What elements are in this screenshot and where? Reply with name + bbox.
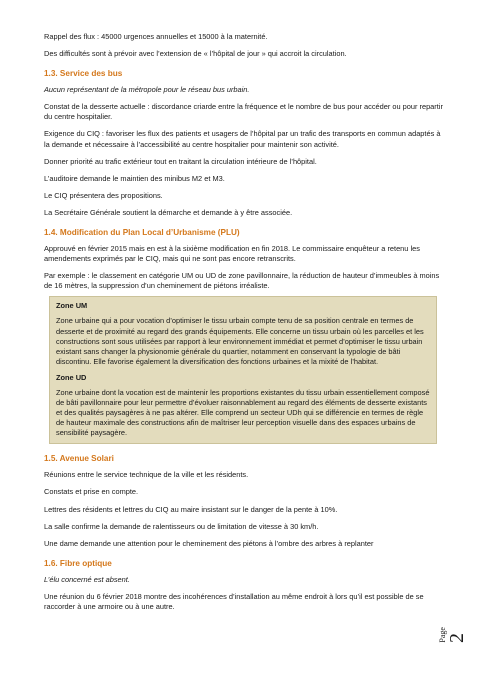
zone-ud-text: Zone urbaine dont la vocation est de maintenir les proportions existantes du tissu urbain essentiellement composé de bâti pavillonnaire pour leur permettre d’évoluer raisonnablement au regard des éléments de desserte existants et des qualités paysagères à ne pas altérer. Elle comprend un secteur UDh qui se différencie en termes de règle de hauteur maximale des constructions afin de maîtriser leur perception visuelle dans des espaces urbains de sensibilité paysagère. xyxy=(56,387,430,438)
bus-paragraph-2: Exigence du CIQ : favoriser les flux des patients et usagers de l’hôpital par un trafic des transports en commun adaptés à la demande et nécessaire à l’accessibilité au centre hospitalier pour maintenir son activité. xyxy=(44,129,441,149)
solari-paragraph-1: Réunions entre le service technique de la ville et les résidents. xyxy=(44,470,249,480)
document-page xyxy=(44,32,444,619)
intro-paragraph-2: Des difficultés sont à prévoir avec l’extension de « l’hôpital de jour » qui accroit la circulation. xyxy=(44,49,347,59)
page-number-value: 2 xyxy=(446,633,468,643)
page-number xyxy=(438,627,466,643)
section-heading-plu: 1.4. Modification du Plan Local d’Urbanisme (PLU) xyxy=(44,228,240,238)
bus-paragraph-5: Le CIQ présentera des propositions. xyxy=(44,190,163,200)
bus-paragraph-4: L’auditoire demande le maintien des minibus M2 et M3. xyxy=(44,173,225,183)
zone-um-text: Zone urbaine qui a pour vocation d’optimiser le tissu urbain compte tenu de sa position centrale en termes de desserte et de proximité au regard des grands équipements. Elle concerne un tissu urbain où les parcelles et les constructions sont sous utilisées par rapport à leur environnement immédiat et permet d’optimiser le tissu urbain existant sans changer la physionomie générale du quartier, notamment en conservant la typologie de bâti discontinu. Elle favorise également la diversification des fonctions urbaines et la mixité de l’habitat. xyxy=(56,316,424,366)
solari-paragraph-2: Constats et prise en compte. xyxy=(44,487,139,497)
plu-paragraph-2: Par exemple : le classement en catégorie UM ou UD de zone pavillonnaire, la réduction de hauteur d’immeubles à moins de 16 mètres, la suppression d’un cheminement de piétons irréaliste. xyxy=(44,271,440,291)
zone-ud-title: Zone UD xyxy=(56,372,87,382)
solari-paragraph-4: La salle confirme la demande de ralentisseurs ou de limitation de vitesse à 30 km/h. xyxy=(44,521,319,531)
intro-paragraph-1: Rappel des flux : 45000 urgences annuelles et 15000 à la maternité. xyxy=(44,32,268,41)
solari-paragraph-3: Lettres des résidents et lettres du CIQ au maire insistant sur le danger de la pente à 10%. xyxy=(44,504,338,514)
bus-paragraph-3: Donner priorité au trafic extérieur tout en traitant la circulation intérieure de l’hôpital. xyxy=(44,156,317,166)
bus-paragraph-6: La Secrétaire Générale soutient la démarche et demande à y être associée. xyxy=(44,207,293,217)
bus-note: Aucun représentant de la métropole pour le réseau bus urbain. xyxy=(44,85,250,95)
page-label: Page xyxy=(438,627,447,643)
section-heading-solari: 1.5. Avenue Solari xyxy=(44,454,114,464)
section-heading-fibre: 1.6. Fibre optique xyxy=(44,558,112,568)
section-heading-bus: 1.3. Service des bus xyxy=(44,69,123,79)
bus-paragraph-1: Constat de la desserte actuelle : discordance criarde entre la fréquence et le nombre de bus pour accéder ou pour repartir du centre hospitalier. xyxy=(44,102,443,122)
solari-paragraph-5: Une dame demande une attention pour le cheminement des piétons à l’ombre des arbres à replanter xyxy=(44,538,374,548)
zone-um-title: Zone UM xyxy=(56,301,88,311)
plu-paragraph-1: Approuvé en février 2015 mais en est à la sixième modification en fin 2018. Le commissaire enquêteur a retenu les amendements exprimés par le CIQ, mais qui ne sont pas encore retranscrits. xyxy=(44,244,420,264)
zone-definitions-box xyxy=(49,296,437,444)
fibre-note: L’élu concerné est absent. xyxy=(44,574,130,584)
fibre-paragraph-1: Une réunion du 6 février 2018 montre des incohérences d’installation au même endroit à lors qu’il est possible de se raccorder à une armoire ou à une autre. xyxy=(44,591,424,611)
